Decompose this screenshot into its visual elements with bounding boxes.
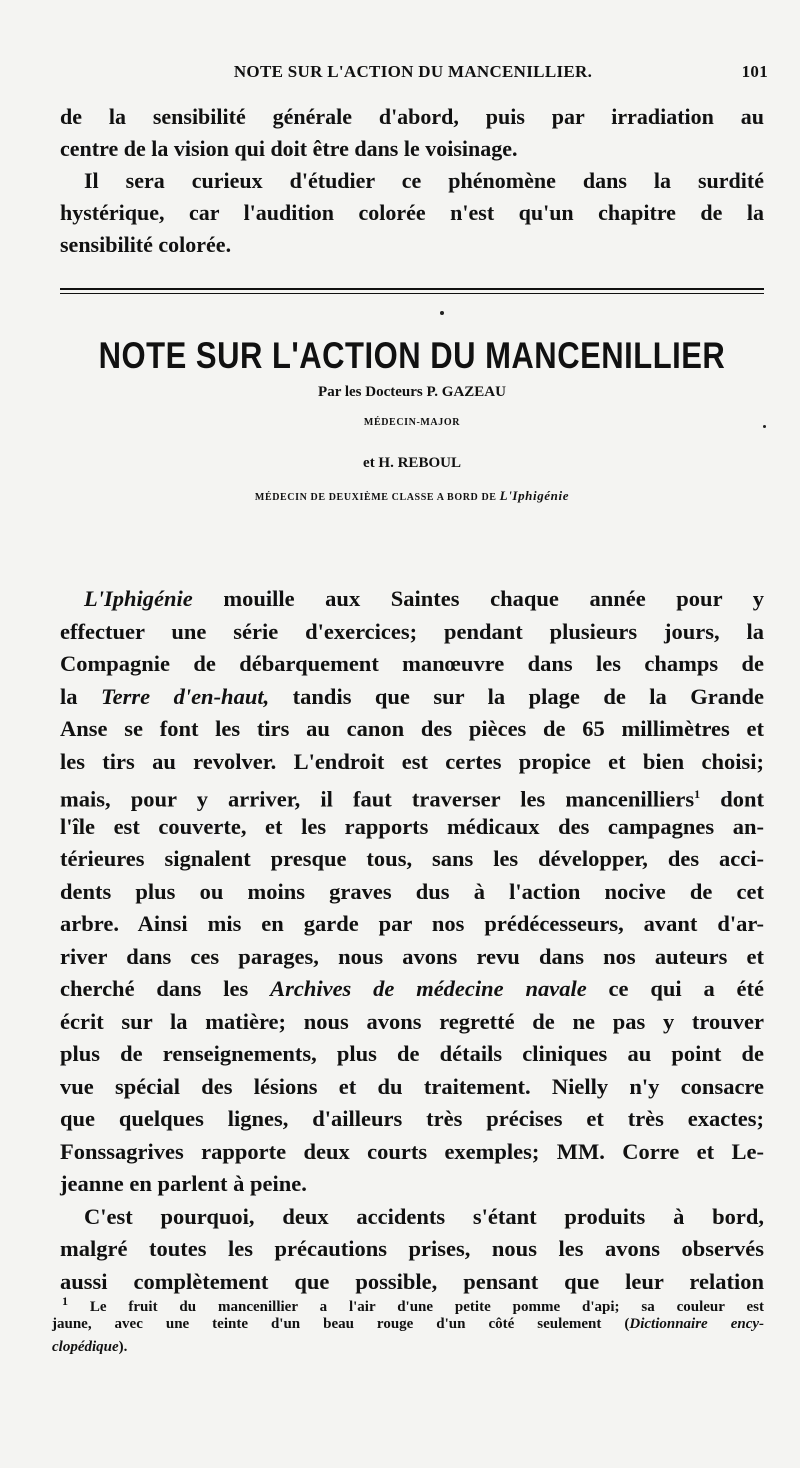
reference-title-italic: clopédique xyxy=(52,1339,119,1355)
author-byline-1: Par les Docteurs P. GAZEAU xyxy=(318,384,506,400)
footnote-reference: 1 xyxy=(694,787,701,801)
text-line: Compagnie de débarquement manœuvre dans les champs de xyxy=(60,651,764,676)
text-line: l'île est couverte, et les rapports médicaux des campagnes an- xyxy=(60,813,764,839)
article-title: NOTE SUR L'ACTION DU MANCENILLIER xyxy=(98,334,726,377)
author-role-2-text: MÉDECIN DE DEUXIÈME CLASSE A BORD DE xyxy=(254,492,500,503)
text-line: malgré toutes les précautions prises, nous les avons observés xyxy=(60,1236,764,1261)
intro-paragraph xyxy=(60,101,764,261)
text-line: de la sensibilité générale d'abord, puis par irradiation au xyxy=(60,104,764,129)
text-line: centre de la vision qui doit être dans le voisinage. xyxy=(60,136,518,161)
section-rule-thin xyxy=(60,293,764,294)
text-line: C'est pourquoi, deux accidents s'étant produits à bord, xyxy=(84,1203,764,1229)
text-line: hystérique, car l'audition colorée n'est qu'un chapitre de la xyxy=(60,200,764,225)
place-name-italic: Terre d'en-haut, xyxy=(100,683,270,709)
print-speck xyxy=(440,311,444,315)
text-line: L'Iphigénie mouille aux Saintes chaque année pour y xyxy=(84,586,764,611)
print-speck xyxy=(763,425,766,428)
text-line: les tirs au revolver. L'endroit est certes propice et bien choisi; xyxy=(60,748,764,774)
author-role-2 xyxy=(60,488,764,504)
ship-name: L'Iphigénie xyxy=(499,488,570,503)
text-line: Fonssagrives rapporte deux courts exemples; MM. Corre et Le- xyxy=(60,1138,764,1164)
footnote-line: jaune, avec une teinte d'un beau rouge d'un côté seulement (Dictionnaire ency- xyxy=(52,1316,764,1332)
text-line: cherché dans les Archives de médecine navale ce qui a été xyxy=(60,976,764,1001)
body-paragraph xyxy=(60,583,764,1298)
footnote-line: clopédique). xyxy=(52,1339,128,1355)
text-line: que quelques lignes, d'ailleurs très précises et très exactes; xyxy=(60,1106,764,1131)
reference-title-italic: Dictionnaire ency- xyxy=(629,1316,764,1332)
text-line: arbre. Ainsi mis en garde par nos prédécesseurs, avant d'ar- xyxy=(60,911,764,936)
text-line: mais, pour y arriver, il faut traverser les mancenilliers$^1$ dont xyxy=(60,786,764,812)
text-line: écrit sur la matière; nous avons regretté de ne pas y trouver xyxy=(60,1008,764,1034)
footnote xyxy=(52,1290,764,1359)
page-number: 101 xyxy=(741,62,768,81)
running-head-title: NOTE SUR L'ACTION DU MANCENILLIER. xyxy=(233,62,593,81)
ship-name-italic: L'Iphigénie xyxy=(84,586,193,611)
author-role-1: MÉDECIN-MAJOR xyxy=(363,417,461,428)
text-line: la Terre d'en-haut, tandis que sur la plage de la Grande xyxy=(60,683,764,709)
footnote-line: $^1$ Le fruit du mancenillier a l'air d'une petite pomme d'api; sa couleur est xyxy=(62,1294,764,1315)
author-byline-2: et H. REBOUL xyxy=(363,455,461,471)
text-line: térieures signalent presque tous, sans les développer, des acci- xyxy=(60,846,764,871)
text-line: river dans ces parages, nous avons revu dans nos auteurs et xyxy=(60,943,764,969)
text-line: Anse se font les tirs au canon des pièces de 65 millimètres et xyxy=(60,716,764,741)
text-line: aussi complètement que possible, pensant que leur relation xyxy=(60,1268,764,1294)
text-line: dents plus ou moins graves dus à l'action nocive de cet xyxy=(60,878,764,904)
text-line: plus de renseignements, plus de détails cliniques au point de xyxy=(60,1041,764,1066)
journal-title-italic: Archives de médecine navale xyxy=(270,976,587,1001)
text-line: vue spécial des lésions et du traitement. Nielly n'y consacre xyxy=(60,1073,764,1099)
text-line: effectuer une série d'exercices; pendant plusieurs jours, la xyxy=(60,618,764,644)
section-rule-thick xyxy=(60,288,764,290)
text-line: sensibilité colorée. xyxy=(60,232,232,257)
text-line: Il sera curieux d'étudier ce phénomène dans la surdité xyxy=(84,168,764,193)
text-line: jeanne en parlent à peine. xyxy=(60,1171,307,1196)
running-head xyxy=(58,62,768,88)
footnote-marker: 1 xyxy=(62,1294,68,1308)
